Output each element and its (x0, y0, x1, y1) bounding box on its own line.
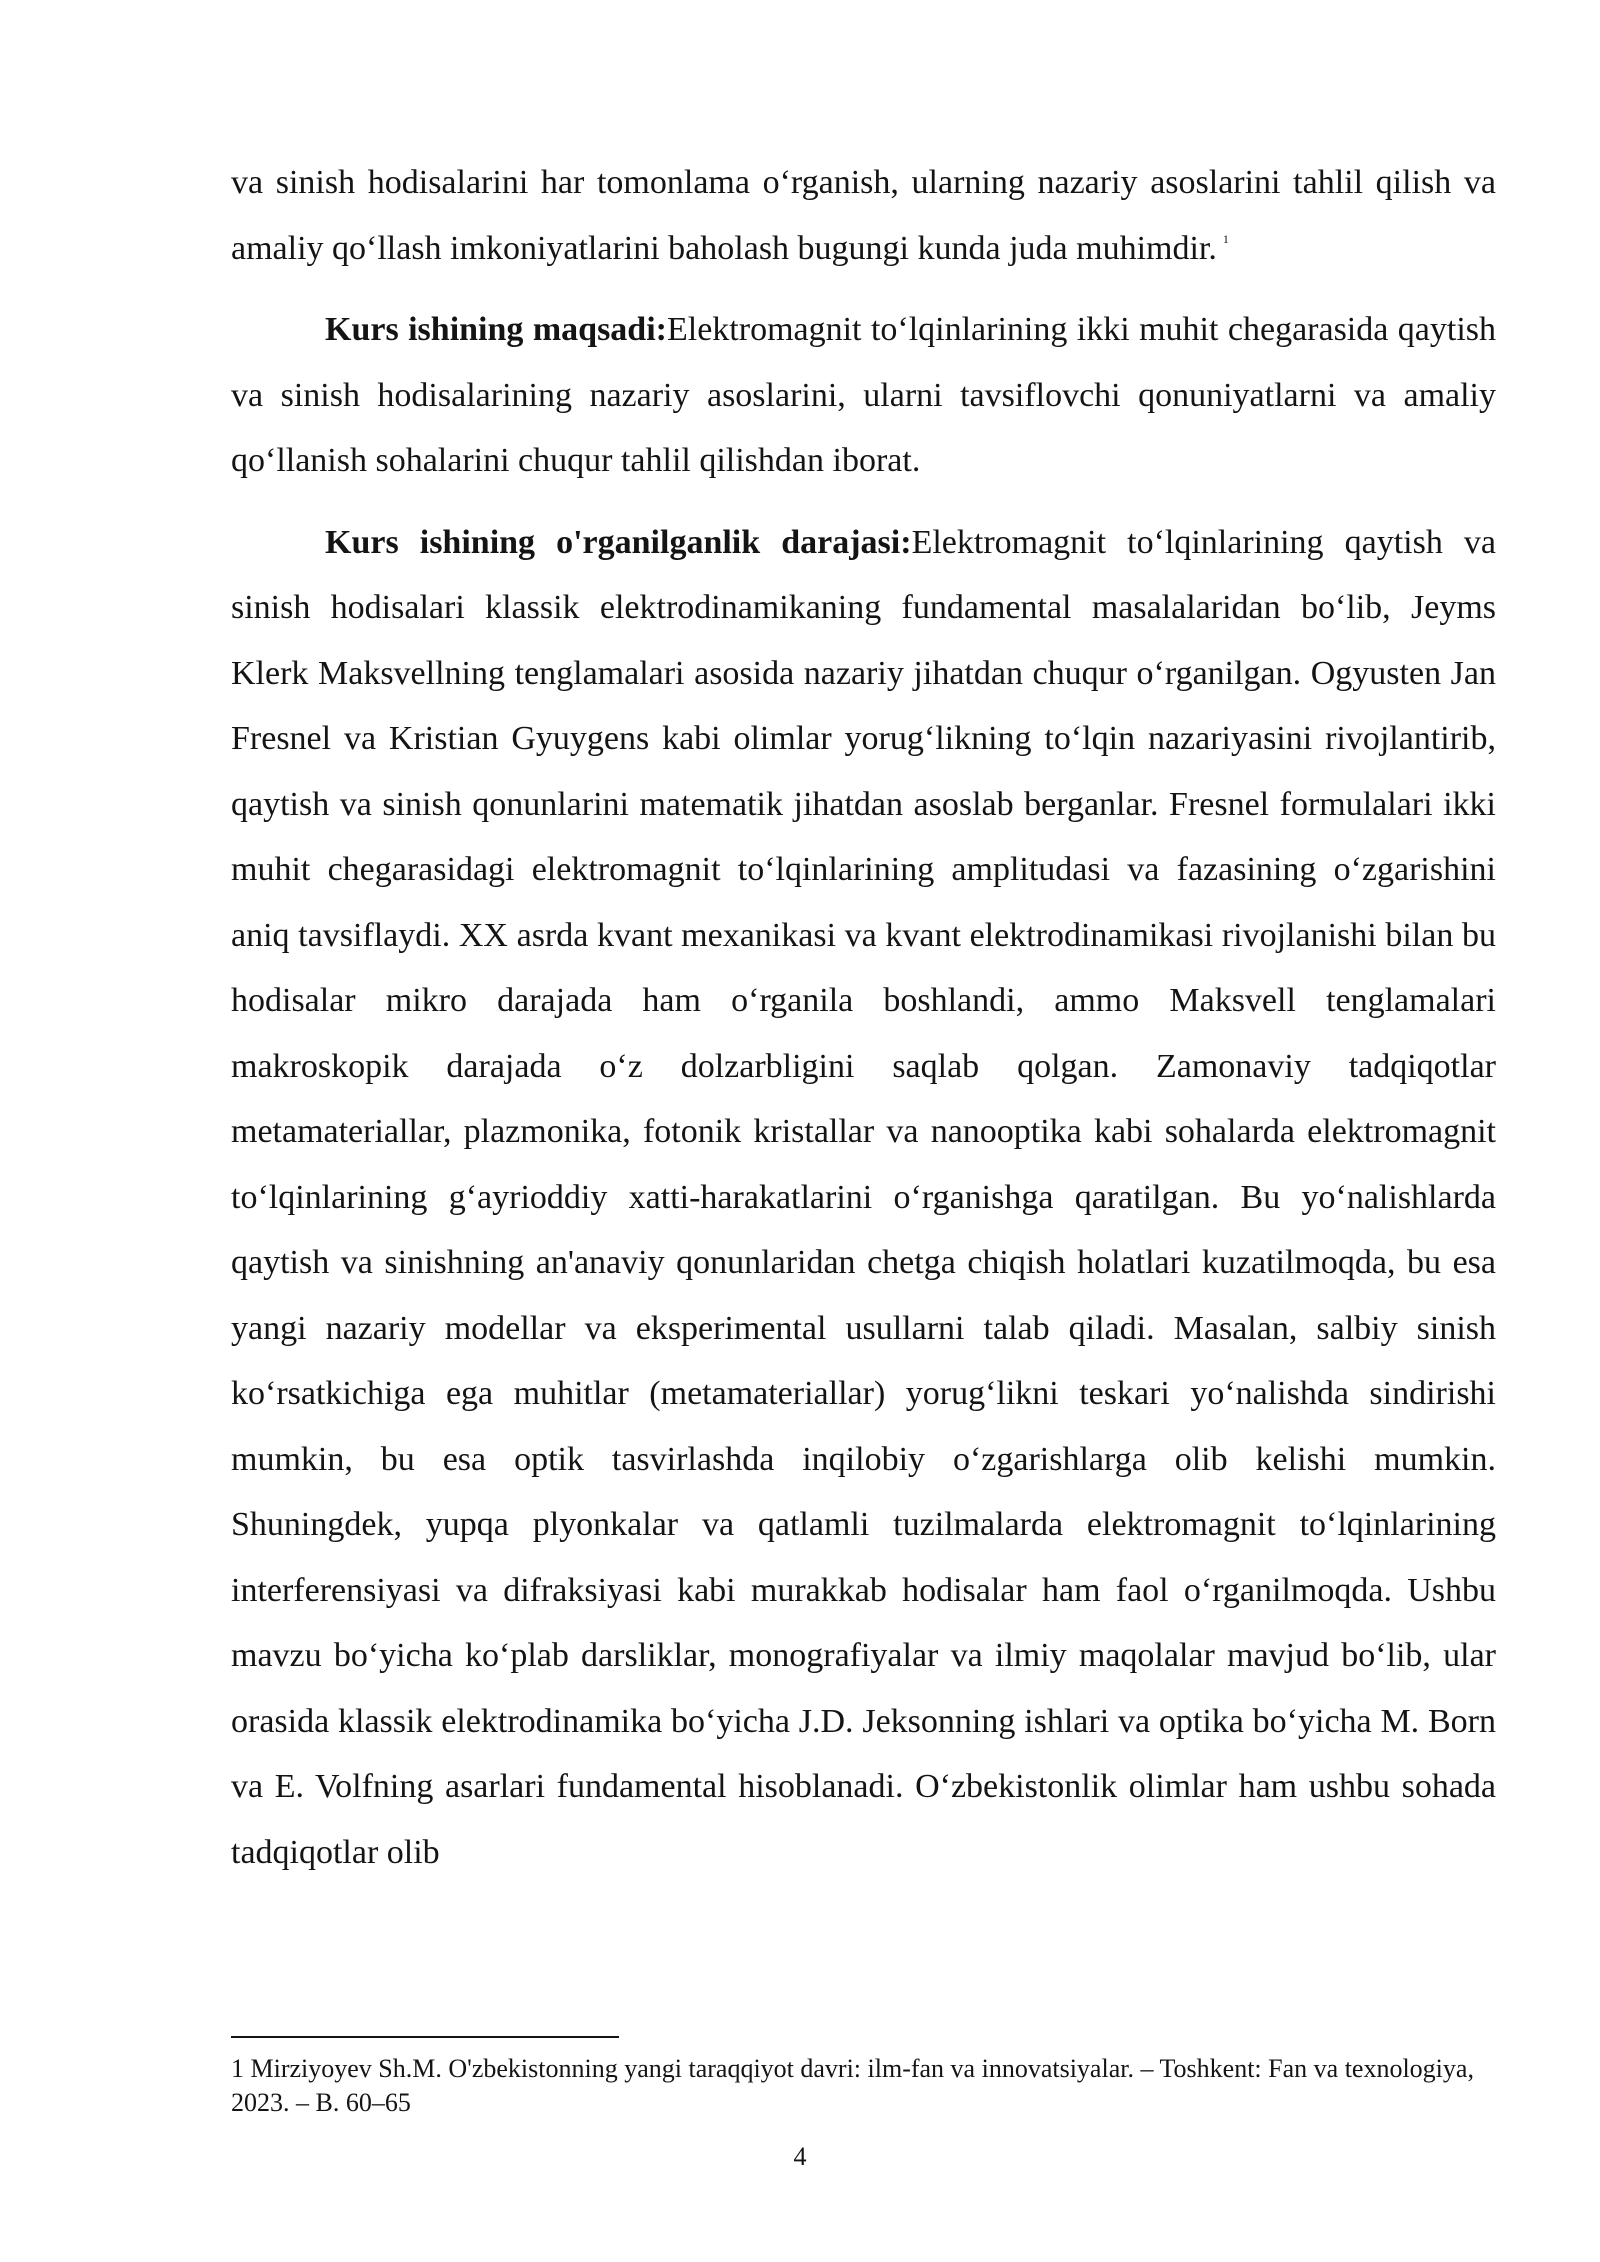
footnote: 1 Mirziyoyev Sh.M. O'zbekistonning yangi taraqqiyot davri: ilm-fan va innovatsiyalar. – Toshkent: Fan va texnologiya, 2023. – B. 60–65 (231, 2054, 1474, 2117)
paragraph-intro-continuation (231, 150, 1496, 281)
paragraph-study-level (231, 510, 1496, 1886)
paragraph-heading: Kurs ishining o'rganilganlik darajasi: (325, 523, 912, 561)
footnote-divider (231, 2036, 619, 2038)
paragraph-text: Elektromagnit to‘lqinlarining ikki muhit chegarasida qaytish va sinish hodisalarining nazariy asoslarini, ularni tavsiflovchi qonuniyatlarni va amaliy qo‘llanish sohalarini chuqur tahlil qilishdan iborat. (231, 311, 1496, 479)
footnote-reference: 1 (1222, 231, 1229, 246)
paragraph-text: va sinish hodisalarini har tomonlama o‘rganish, ularning nazariy asoslarini tahlil qilish va amaliy qo‘llash imkoniyatlarini baholash bugungi kunda juda muhimdir. (231, 164, 1496, 267)
paragraph-course-goal (231, 297, 1496, 494)
main-text (231, 150, 1496, 1885)
page-number: 4 (793, 2142, 807, 2171)
paragraph-heading: Kurs ishining maqsadi: (325, 311, 667, 348)
paragraph-text: Elektromagnit to‘lqinlarining qaytish va sinish hodisalari klassik elektrodinamikaning fundamental masalalaridan bo‘lib, Jeyms Klerk Maksvellning tenglamalari asosida nazariy jihatdan chuqur o‘rganilgan. Ogyusten Jan Fresnel va Kristian Gyuygens kabi olimlar yorug‘likning to‘lqin nazariyasini rivojlantirib, qaytish va sinish qonunlarini matematik jihatdan asoslab berganlar. Fresnel formulalari ikki muhit chegarasidagi elektromagnit to‘lqinlarining amplitudasi va fazasining o‘zgarishini aniq tavsiflaydi. XX asrda kvant mexanikasi va kvant elektrodinamikasi rivojlanishi bilan bu hodisalar mikro darajada ham o‘rganila boshlandi, ammo Maksvell tenglamalari makroskopik darajada o‘z dolzarbligini saqlab qolgan. Zamonaviy tadqiqotlar metamateriallar, plazmonika, fotonik kristallar va nanooptika kabi sohalarda elektromagnit to‘lqinlarining g‘ayrioddiy xatti-harakatlarini o‘rganishga qaratilgan. Bu yo‘nalishlarda qaytish va sinishning an'anaviy qonunlaridan chetga chiqish holatlari kuzatilmoqda, bu esa yangi nazariy modellar va eksperimental usullarni talab qiladi. Masalan, salbiy sinish ko‘rsatkichiga ega muhitlar (metamateriallar) yorug‘likni teskari yo‘nalishda sindirishi mumkin, bu esa optik tasvirlashda inqilobiy o‘zgarishlarga olib kelishi mumkin. Shuningdek, yupqa plyonkalar va qatlamli tuzilmalarda elektromagnit to‘lqinlarining interferensiyasi va difraksiyasi kabi murakkab hodisalar ham faol o‘rganilmoqda. Ushbu mavzu bo‘yicha ko‘plab darsliklar, monografiyalar va ilmiy maqolalar mavjud bo‘lib, ular orasida klassik elektrodinamika bo‘yicha J.D. Jeksonning ishlari va optika bo‘yicha M. Born va E. Volfning asarlari fundamental hisoblanadi. O‘zbekistonlik olimlar ham ushbu sohada tadqiqotlar olib (231, 523, 1496, 1871)
